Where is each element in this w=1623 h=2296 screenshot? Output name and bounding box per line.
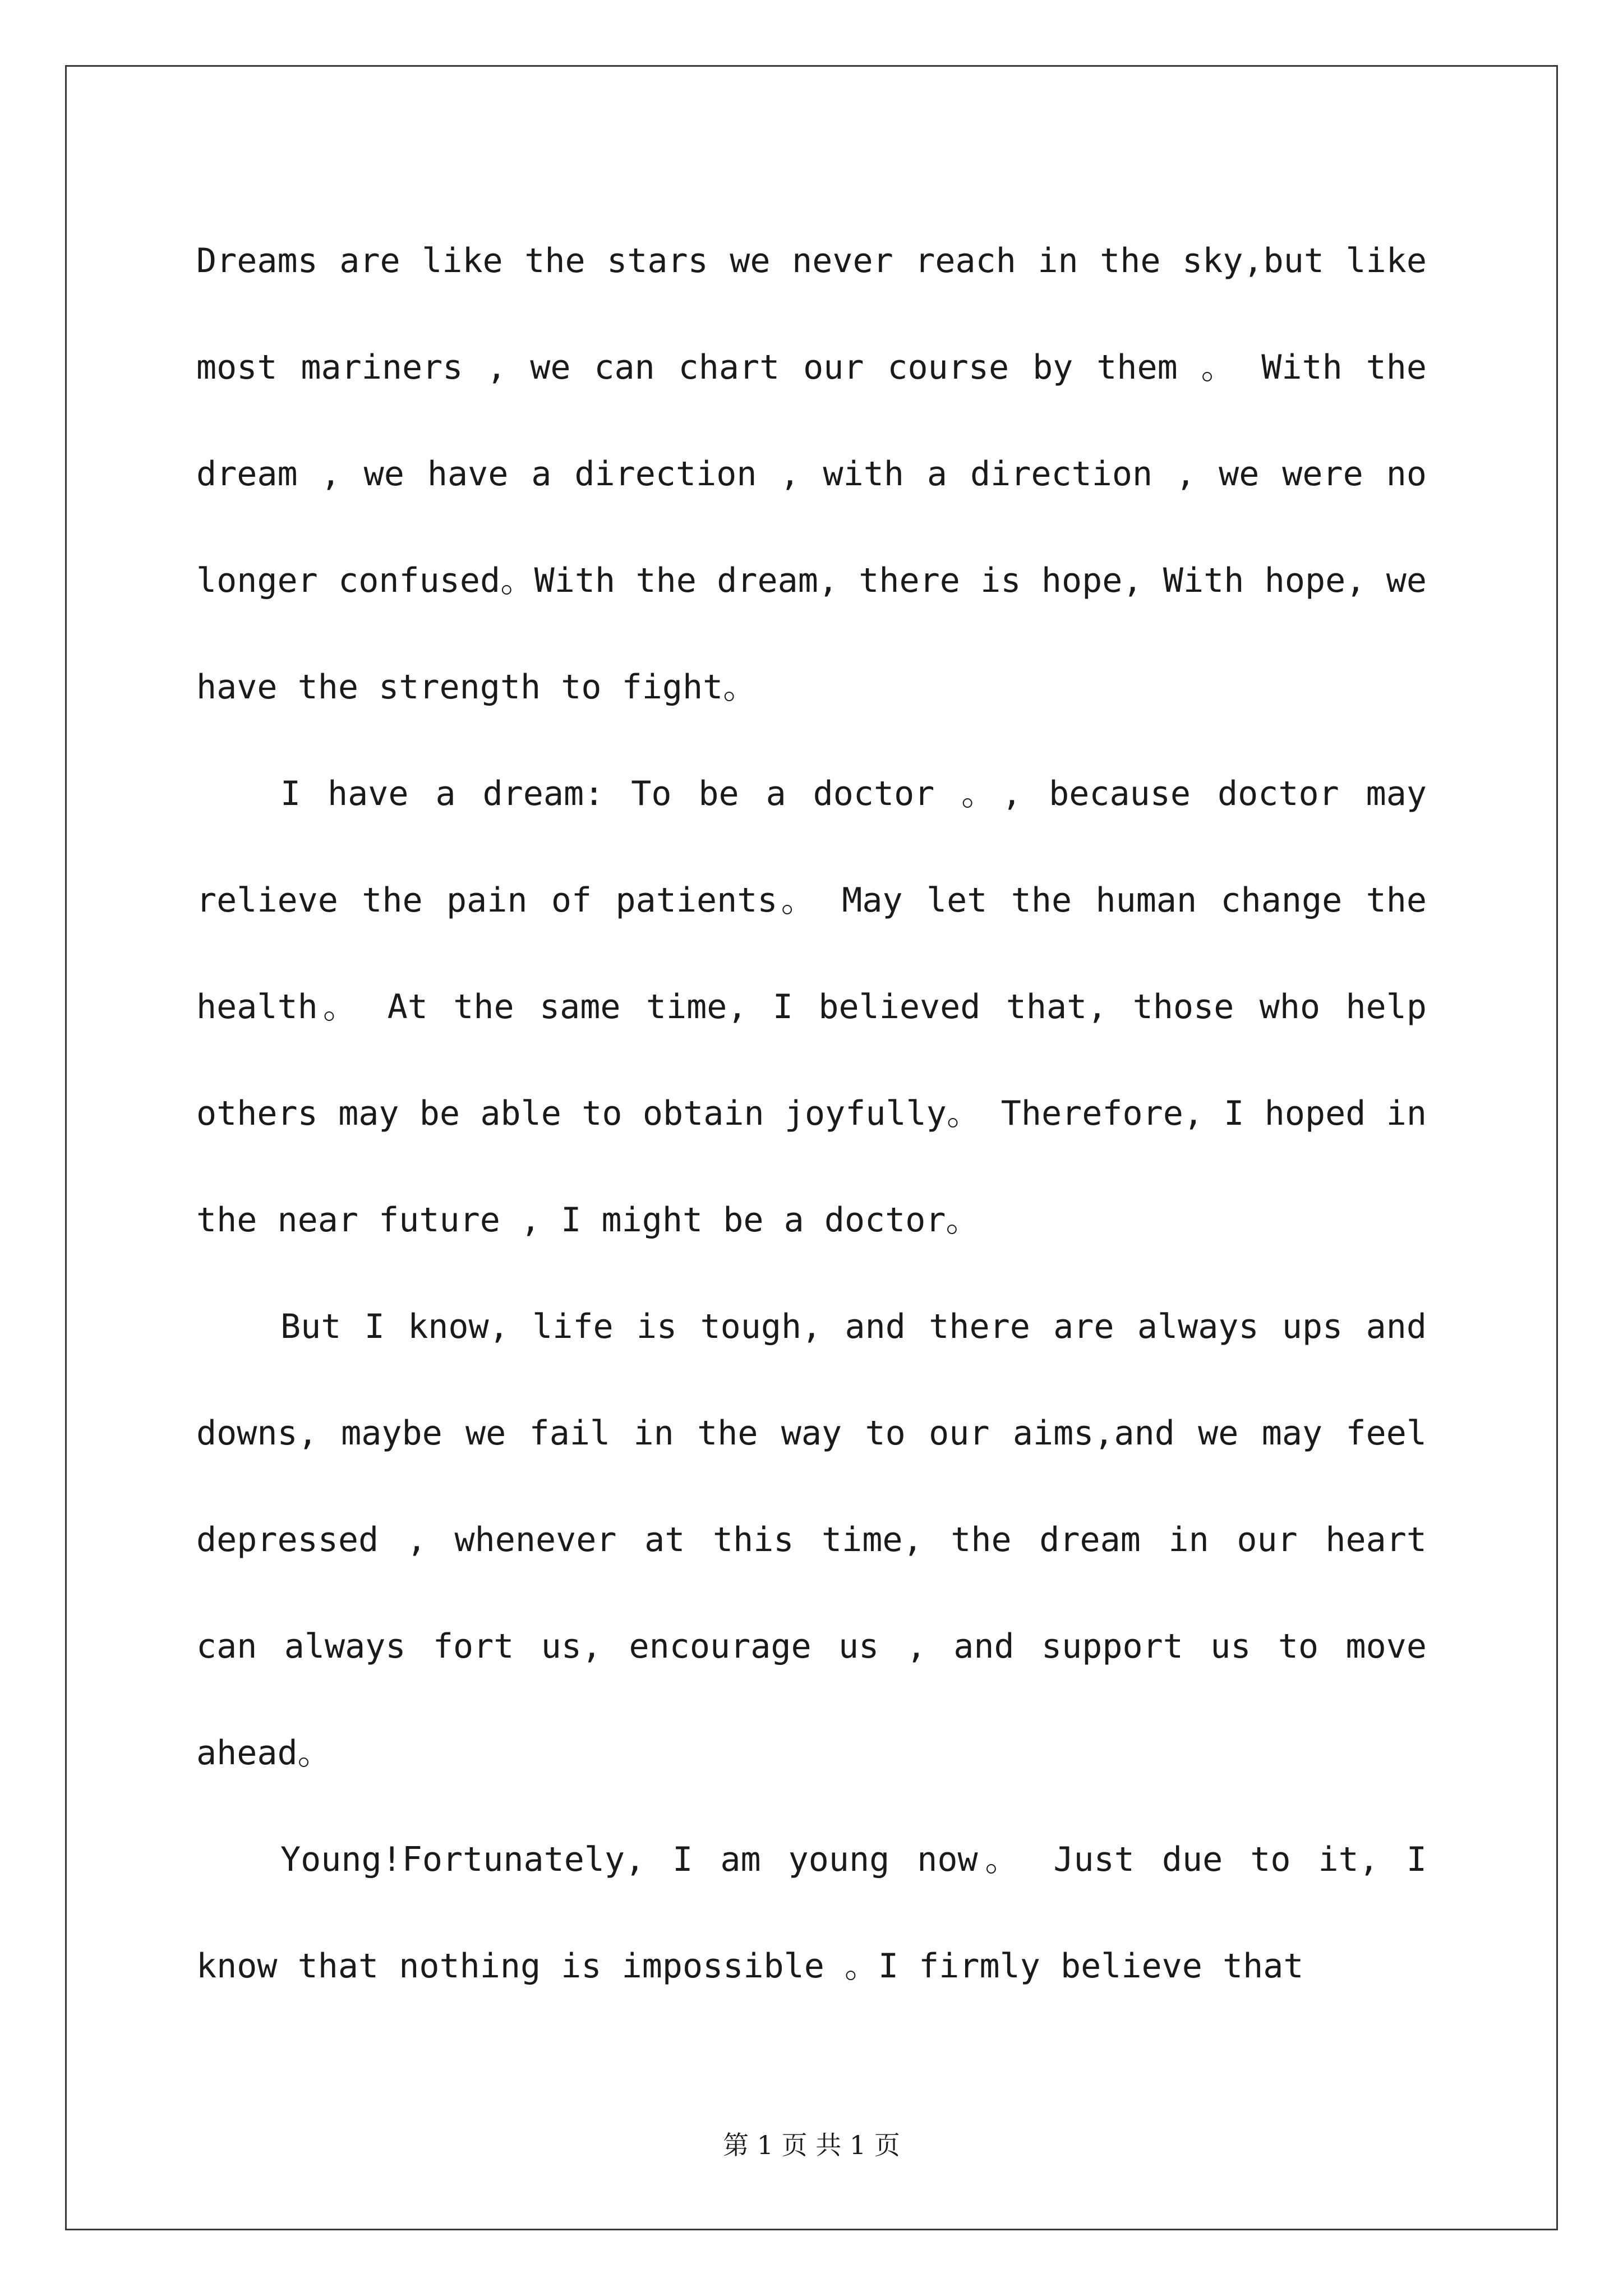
- paragraph-1: Dreams are like the stars we never reach in the sky,but like most mariners , we can chart our course by them 。 With the dream , we have a direction , with a direction , we were no longer confused。With the dream, there is hope, With hope, we have the strength to fight。: [196, 241, 1427, 707]
- paragraph-3: But I know, life is tough, and there are always ups and downs, maybe we fail in the way to our aims,and we may feel depressed , whenever at this time, the dream in our heart can always fort us, encourage us , and support us to move ahead。: [196, 1307, 1427, 1773]
- paragraph-4: Young!Fortunately, I am young now。 Just due to it, I know that nothing is impossible 。I firmly believe that: [196, 1840, 1427, 1986]
- document-body: [196, 208, 1427, 2019]
- page-number-footer: 第 1 页 共 1 页: [723, 2130, 900, 2160]
- paragraph-2: I have a dream: To be a doctor 。, because doctor may relieve the pain of patients。 May let the human change the health。 At the same time, I believed that, those who help others may be able to obtain joyfully。 Therefore, I hoped in the near future , I might be a doctor。: [196, 774, 1427, 1240]
